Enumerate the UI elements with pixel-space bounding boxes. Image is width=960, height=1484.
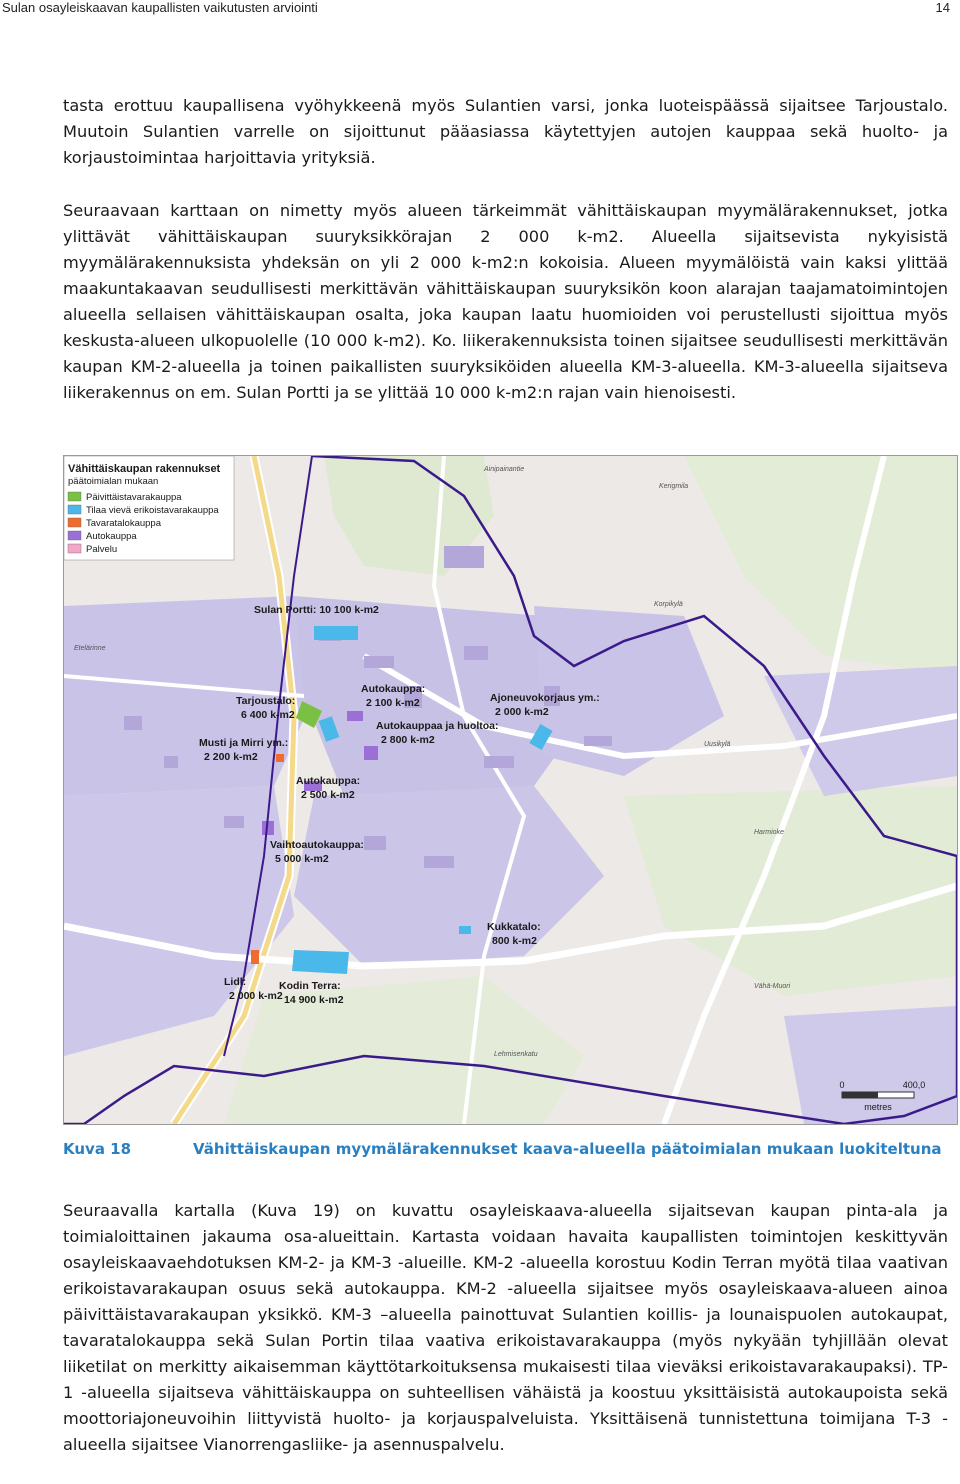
store-lidl <box>251 950 259 964</box>
store-kodin-terra <box>292 950 349 974</box>
map-store-label: Autokauppa: <box>361 683 426 695</box>
map-store-label: Autokauppa: <box>296 775 361 787</box>
map-store-label: 2 000 k-m2 <box>229 990 283 1002</box>
legend-item-label: Tilaa vievä erikoistavarakauppa <box>86 505 219 516</box>
map-store-label: 2 800 k-m2 <box>381 734 435 746</box>
map-store-label: Ajoneuvokorjaus ym.: <box>490 692 600 704</box>
map-store-label: 6 400 k-m2 <box>241 709 295 721</box>
store-kukkatalo <box>459 926 471 934</box>
retail-map <box>63 455 958 1125</box>
map-store-label: 800 k-m2 <box>492 935 537 947</box>
map-store-label: Musti ja Mirri ym.: <box>199 737 289 749</box>
legend-swatch <box>68 505 81 514</box>
scale-unit: metres <box>864 1102 892 1112</box>
store-autokauppa <box>347 711 363 721</box>
map-store-label: 2 200 k-m2 <box>204 751 258 763</box>
figure-number: Kuva 18 <box>63 1140 132 1158</box>
legend-title: Vähittäiskaupan rakennukset <box>68 463 221 475</box>
page-number: 14 <box>935 0 950 15</box>
page-header <box>0 0 960 22</box>
map-store-label: 5 000 k-m2 <box>275 853 329 865</box>
legend-item-label: Autokauppa <box>86 531 137 542</box>
map-store-label: Kodin Terra: <box>279 980 341 992</box>
legend-subtitle: päätoimialan mukaan <box>68 476 159 487</box>
map-store-label: Sulan Portti: 10 100 k-m2 <box>254 604 379 616</box>
map-store-label: Lidl: <box>224 976 247 988</box>
figure-caption <box>63 1140 948 1164</box>
legend-item-label: Päivittäistavarakauppa <box>86 492 182 503</box>
legend-swatch <box>68 544 81 553</box>
map-store-label: Tarjoustalo: <box>236 695 296 707</box>
place-name: Vähä-Muori <box>754 983 791 990</box>
map-store-label: 14 900 k-m2 <box>284 994 344 1006</box>
place-name: Korpikylä <box>654 601 683 608</box>
store-musti-ja-mirri <box>276 754 284 762</box>
place-name: Etelärinne <box>74 645 106 652</box>
place-name: Harmioke <box>754 829 784 836</box>
map-store-label: Vaihtoautokauppa: <box>270 839 364 851</box>
map-store-label: 2 500 k-m2 <box>301 789 355 801</box>
map-store-label: Kukkatalo: <box>487 921 541 933</box>
legend-swatch <box>68 492 81 501</box>
place-name: Ainipainantie <box>484 466 525 473</box>
figure-caption-text: Vähittäiskaupan myymälärakennukset kaava-alueella päätoimialan mukaan luokiteltuna <box>193 1140 942 1158</box>
legend-swatch <box>68 531 81 540</box>
place-name: Uusikylä <box>704 741 731 748</box>
place-name: Lehmisenkatu <box>494 1051 538 1058</box>
paragraph-analysis: Seuraavalla kartalla (Kuva 19) on kuvattu osayleiskaava-alueella sijaitsevan kaupan pinta-ala ja toimialoittainen jakauma osa-alueittain. Kartasta voidaan havaita kaupallisten toimintojen keskittyvän osayleiskaavaehdotuksen KM-2- ja KM-3 -alueille. KM-2 -alueella korostuu Kodin Terran myötä tilaa vaativan erikoistavarakaupan osuus sekä autokauppa. KM-2 -alueella sijaitsee myös osayleiskaava-alueen ainoa päivittäistavarakaupan yksikkö. KM-3 –alueella painottuvat Sulantien koillis- ja lounaispuolen autokaupat, tavaratalokauppa sekä Sulan Portin tilaa vaativa erikoistavarakauppa (myös nykyään tyhjillään olevat liiketilat on merkitty aikaisemman käyttötarkoituksensa mukaisesti tilaa vieväksi erikoistavarakaupaksi). TP-1 -alueella sijaitseva vähittäiskauppa on suhteellisen vähäistä ja koostuu yksittäisistä autokaupoista sekä moottoriajoneuvoihin liittyvistä huolto- ja korjauspalveluista. Yksittäisenä tunnistettuna toimijana T-3 -alueella sijaitsee Vianorrengasliike- ja asennuspalvelu. <box>63 1201 948 1454</box>
map-store-label: 2 100 k-m2 <box>366 697 420 709</box>
map-store-label: Autokauppaa ja huoltoa: <box>376 720 499 732</box>
legend-item-label: Palvelu <box>86 544 118 555</box>
map-legend <box>64 456 234 560</box>
map-store-label: 2 000 k-m2 <box>495 706 549 718</box>
place-name: Kerigmila <box>659 483 689 490</box>
paragraph-stores: Seuraavaan karttaan on nimetty myös alueen tärkeimmät vähittäiskaupan myymälärakennukset, jotka ylittävät vähittäiskaupan suuryksikkörajan 2 000 k-m2. Alueella sijaitsevista nykyisistä myymälärakennuksista yhdeksän on yli 2 000 k-m2:n kokoisia. Alueen myymälöistä vain kaksi ylittää maakuntakaavan seudullisesti merkittävän vähittäiskaupan suuryksikön koon alarajan taajamatoimintojen alueella sellaisen vähittäiskaupan osalta, joka kaupan laatu huomioiden voi perustellusti sijoittua myös keskusta-alueen ulkopuolelle (10 000 k-m2). Ko. liikerakennuksista toinen sijaitsee seudullisesti merkittävän kaupan KM-2-alueella ja toinen paikallisten suuryksiköiden alueella KM-3-alueella. KM-3-alueella sijaitseva liikerakennus on em. Sulan Portti ja se ylittää 10 000 k-m2:n rajan vain hienoisesti. <box>63 201 948 402</box>
store-sulan-portti <box>314 626 358 640</box>
document-title: Sulan osayleiskaavan kaupallisten vaikutusten arviointi <box>2 0 318 15</box>
store-autokauppaa-huoltoa <box>364 746 378 760</box>
legend-swatch <box>68 518 81 527</box>
scale-zero: 0 <box>839 1080 845 1090</box>
legend-item-label: Tavaratalokauppa <box>86 518 161 529</box>
map-svg <box>64 456 957 1124</box>
paragraph-intro: tasta erottuu kaupallisena vyöhykkeenä myös Sulantien varsi, jonka luoteispäässä sijaitsee Tarjoustalo. Muutoin Sulantien varrelle on sijoittunut pääasiassa käytettyjen autojen kauppaa sekä huolto- ja korjaustoimintaa harjoittavia yrityksiä. <box>63 96 948 167</box>
scale-max: 400,0 <box>902 1080 926 1090</box>
